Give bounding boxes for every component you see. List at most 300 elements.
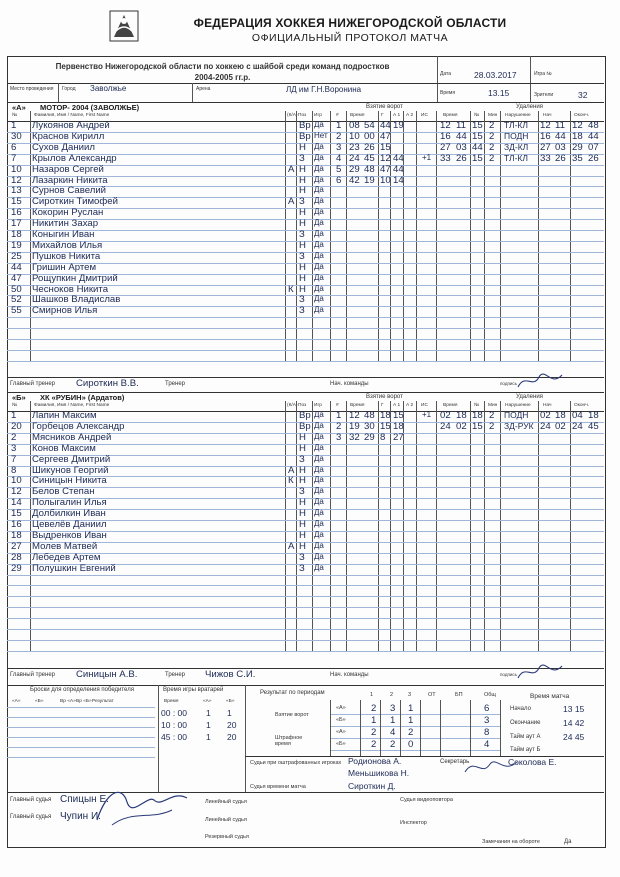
- player-name: Коныгин Иван: [32, 229, 95, 240]
- player-name: Лазаркин Никита: [32, 174, 108, 186]
- penalty-end-min: 29: [572, 141, 583, 153]
- goal-second: 26: [364, 141, 375, 153]
- timeout-b-label: Тайм аут Б: [510, 747, 541, 753]
- shootout-col: «А»: [12, 699, 21, 704]
- penalty-end-min: 35: [572, 152, 583, 164]
- res-total: 3: [484, 715, 490, 726]
- penalty-minute: 33: [440, 152, 451, 164]
- coach-main-value: Синицын А.В.: [76, 669, 138, 680]
- goal-second: 48: [364, 163, 375, 175]
- goal-second: 19: [364, 174, 375, 186]
- player-played: Да: [314, 519, 324, 528]
- line-ref-label-2: Линейный судья: [205, 817, 247, 823]
- player-name: Краснов Кирилл: [32, 130, 105, 142]
- signature-secretary-icon: [462, 752, 522, 780]
- player-played: Да: [314, 305, 324, 315]
- res-p2: 2: [390, 739, 396, 750]
- period-col: 2: [390, 692, 394, 698]
- player-position: З: [299, 294, 305, 306]
- res-team: «А»: [336, 705, 346, 711]
- player-number: 55: [11, 305, 22, 317]
- player-position: Вр: [299, 410, 311, 421]
- judge-pen-value: Родионова А.: [348, 756, 402, 766]
- penalty-start-min: 16: [540, 130, 551, 142]
- col-header-g_no: #: [336, 403, 339, 408]
- player-number: 44: [11, 261, 22, 273]
- goal-scorer: 47: [380, 163, 391, 175]
- col-header-g_no: #: [336, 113, 339, 118]
- player-name: Сироткин Тимофей: [32, 196, 118, 208]
- player-name: Цевелёв Даниил: [32, 519, 107, 530]
- res-p1: 1: [371, 715, 377, 726]
- penalties-header: Удаления: [516, 394, 543, 400]
- goal-minute: 19: [349, 420, 360, 432]
- col-header-col_play: Игр: [314, 403, 322, 408]
- col-header-p_end: Оконч.: [574, 403, 590, 408]
- player-name: Полушкин Евгений: [32, 562, 116, 574]
- player-captain: А: [288, 540, 295, 552]
- video-ref-label: Судья видеоповтора: [400, 797, 453, 803]
- federation-title: ФЕДЕРАЦИЯ ХОККЕЯ НИЖЕГОРОДСКОЙ ОБЛАСТИ: [193, 16, 507, 30]
- team-name: МОТОР- 2004 (ЗАВОЛЖЬЕ): [40, 103, 140, 112]
- goal-minute: 08: [349, 120, 360, 131]
- coach-label: Тренер: [165, 672, 185, 678]
- penalty-minute: 12: [440, 120, 451, 131]
- end-label: Окончание: [510, 720, 541, 726]
- col-header-g_g: Г: [381, 113, 384, 118]
- gk-a: 1: [206, 708, 211, 718]
- player-played: Да: [314, 442, 324, 452]
- player-number: 12: [11, 486, 22, 498]
- player-number: 6: [11, 141, 17, 153]
- player-name: Сухов Даниил: [32, 141, 95, 153]
- main-ref-2: Чупин И.: [60, 811, 101, 822]
- penalty-player: 15: [472, 130, 483, 142]
- col-header-p_start: Нач: [543, 403, 552, 408]
- col-header-p_no: №: [474, 113, 480, 118]
- player-position: З: [299, 562, 305, 574]
- goal-number: 2: [336, 420, 342, 432]
- penalty-second: 03: [456, 141, 467, 153]
- goal-assist1: 14: [393, 174, 404, 186]
- penalty-second: 02: [456, 420, 467, 432]
- player-name: Конов Максим: [32, 442, 96, 454]
- player-number: 1: [11, 410, 17, 421]
- player-position: Н: [299, 174, 306, 186]
- player-number: 15: [11, 196, 22, 208]
- goal-number: 1: [336, 410, 342, 421]
- player-number: 16: [11, 519, 22, 530]
- penalty-start-sec: 18: [555, 410, 566, 421]
- player-played: Да: [314, 207, 324, 217]
- player-number: 19: [11, 239, 22, 251]
- penalty-end-sec: 07: [588, 141, 599, 153]
- goal-number: 2: [336, 130, 342, 142]
- goal-assist1: 44: [393, 163, 404, 175]
- col-header-g_time: Время: [350, 113, 365, 118]
- player-number: 17: [11, 218, 22, 230]
- player-position: З: [299, 453, 305, 465]
- player-played: Да: [314, 497, 324, 507]
- goal-minute: 42: [349, 174, 360, 186]
- player-played: Да: [314, 294, 324, 304]
- goal-minute: 32: [349, 431, 360, 443]
- date-label: Дата: [440, 71, 452, 77]
- penalty-infraction: ЗД-КЛ: [504, 141, 529, 152]
- gk-time: 00 : 00: [161, 708, 187, 718]
- player-played: Да: [314, 185, 324, 195]
- player-position: З: [299, 486, 305, 498]
- col-header-col_name: Фамилия, Имя / Name, First Name: [34, 403, 110, 408]
- goal-second: 54: [364, 120, 375, 131]
- player-position: Н: [299, 218, 306, 230]
- res-p1: 2: [371, 739, 377, 750]
- player-name: Выдренков Иван: [32, 529, 107, 541]
- player-position: Н: [299, 283, 306, 295]
- goal-scorer: 44: [380, 120, 391, 131]
- goals-summary-label: Взятие ворот: [275, 712, 309, 718]
- goal-second: 45: [364, 152, 375, 164]
- player-position: Вр: [299, 120, 311, 131]
- penalty-minute: 24: [440, 420, 451, 432]
- goal-assist1: 19: [393, 120, 404, 131]
- player-position: Н: [299, 239, 306, 251]
- goal-minute: 24: [349, 152, 360, 164]
- player-played: Да: [314, 239, 324, 249]
- penalty-end-min: 04: [572, 410, 583, 421]
- main-ref-label-2: Главный судья: [10, 814, 52, 820]
- col-header-p_infr: Нарушение: [505, 113, 531, 118]
- signature-label: подпись: [500, 381, 518, 386]
- player-played: Да: [314, 464, 324, 474]
- gk-time-label: Время игры вратарей: [163, 687, 224, 693]
- goal-assist1: 44: [393, 152, 404, 164]
- player-name: Лебедев Артем: [32, 551, 101, 563]
- res-p2: 3: [390, 703, 396, 714]
- col-header-col_pos: Поз: [298, 113, 307, 118]
- coach-main-value: Сироткин В.В.: [76, 378, 139, 389]
- coach-main-label: Главный тренер: [10, 381, 55, 387]
- player-name: Шашков Владислав: [32, 294, 121, 306]
- player-number: 47: [11, 272, 22, 284]
- city-label: Город: [62, 86, 76, 92]
- penalty-end-sec: 45: [588, 420, 599, 432]
- penalty-minute: 02: [440, 410, 451, 421]
- player-played: Да: [314, 410, 324, 419]
- goal-scorer: 18: [380, 410, 391, 421]
- penalty-start-sec: 02: [555, 420, 566, 432]
- time-judge-value: Сироткин Д.: [348, 781, 396, 791]
- penalty-start-sec: 11: [555, 120, 565, 131]
- player-name: Пушков Никита: [32, 250, 101, 262]
- goal-number: 6: [336, 174, 342, 186]
- player-number: 20: [11, 420, 22, 432]
- championship-line1: Первенство Нижегородской области по хоккею с шайбой среди команд подростков: [55, 62, 390, 71]
- col-header-col_ka: (К/А): [287, 403, 298, 408]
- end-value: 14 42: [563, 718, 585, 728]
- goal-scorer: 8: [380, 431, 386, 443]
- player-name: Полыгалин Илья: [32, 497, 107, 509]
- player-number: 10: [11, 475, 22, 487]
- team-rep-label: Нач. команды: [330, 381, 369, 387]
- player-number: 1: [11, 120, 17, 131]
- player-name: Лапин Максим: [32, 410, 97, 421]
- penalty-start-min: 24: [540, 420, 551, 432]
- res-team: «Б»: [336, 717, 346, 723]
- penalty-start-sec: 26: [555, 152, 566, 164]
- goal-assist1: 15: [393, 410, 404, 421]
- goal-number: 3: [336, 141, 342, 153]
- res-p3: 0: [408, 739, 414, 750]
- player-number: 7: [11, 152, 17, 164]
- penalty-infraction: ТЛ-КЛ: [504, 120, 528, 130]
- player-position: З: [299, 551, 305, 563]
- goal-number: 5: [336, 163, 342, 175]
- start-value: 13 15: [563, 704, 585, 714]
- player-played: Да: [314, 475, 324, 485]
- player-position: Н: [299, 141, 306, 153]
- player-played: Да: [314, 163, 324, 173]
- player-position: Н: [299, 261, 306, 273]
- judges-pen-label: Судьи при оштрафованных игроках: [250, 760, 342, 766]
- col-header-p_time: Время: [443, 113, 458, 118]
- penalty-player: 44: [472, 141, 483, 153]
- penalty-minutes: 2: [489, 120, 495, 131]
- team-rep-label: Нач. команды: [330, 672, 369, 678]
- col-header-col_pos: Поз: [298, 403, 307, 408]
- player-played: Да: [314, 218, 324, 228]
- main-ref-1: Спицын Е.: [60, 794, 109, 805]
- start-label: Начало: [510, 706, 531, 712]
- player-captain: А: [288, 163, 295, 175]
- gk-time: 45 : 00: [161, 732, 187, 742]
- col-header-col_no: №: [12, 403, 18, 408]
- shootout-col: «Б»: [35, 699, 44, 704]
- protocol-title: ОФИЦИАЛЬНЫЙ ПРОТОКОЛ МАТЧА: [251, 32, 449, 44]
- player-played: Да: [314, 562, 324, 572]
- championship-line2: 2004-2005 гг.р.: [194, 73, 251, 82]
- res-p1: 2: [371, 727, 377, 738]
- player-name: Гришин Артем: [32, 261, 97, 273]
- penalties-header: Удаления: [516, 104, 543, 110]
- coach-signature-icon: [515, 369, 565, 391]
- col-header-g_g: Г: [381, 403, 384, 408]
- penalty-minutes: 2: [489, 420, 495, 432]
- goal-minute: 29: [349, 163, 360, 175]
- player-position: Вр: [299, 130, 311, 142]
- gk-b: 20: [227, 720, 237, 730]
- penalty-second: 11: [456, 120, 466, 131]
- penalty-end-sec: 18: [588, 410, 599, 421]
- judge-pen-value-2: Меньшикова Н.: [348, 768, 410, 778]
- col-header-g_time: Время: [350, 403, 365, 408]
- player-number: 25: [11, 250, 22, 262]
- player-played: Да: [314, 486, 324, 496]
- penalty-end-sec: 26: [588, 152, 599, 164]
- res-p3: 2: [408, 727, 414, 738]
- player-position: Н: [299, 442, 306, 454]
- reserve-ref-label: Резервный судья: [205, 834, 249, 840]
- player-name: Смирнов Илья: [32, 305, 98, 317]
- period-col: 3: [408, 692, 412, 698]
- col-header-p_min: Мин: [488, 113, 498, 118]
- player-name: Никитин Захар: [32, 218, 99, 230]
- secretary-label: Секретарь: [440, 759, 470, 765]
- player-played: Да: [314, 174, 324, 184]
- penalty-minute: 16: [440, 130, 451, 142]
- player-played: Нет: [314, 130, 328, 140]
- col-header-col_no: №: [12, 113, 18, 118]
- col-header-col_name: Фамилия, Имя / Name, First Name: [34, 113, 110, 118]
- penalty-minutes: 2: [489, 410, 495, 421]
- penalty-infraction: ПОДН: [504, 130, 529, 141]
- game-no-label: Игра №: [534, 71, 552, 77]
- player-name: Долбилкин Иван: [32, 508, 106, 520]
- goal-number: 3: [336, 431, 342, 443]
- penalty-end-min: 24: [572, 420, 583, 432]
- coach-main-label: Главный тренер: [10, 672, 55, 678]
- player-played: Да: [314, 141, 324, 151]
- player-played: Да: [314, 420, 324, 430]
- penalty-start-min: 33: [540, 152, 551, 164]
- res-p1: 2: [371, 703, 377, 714]
- player-number: 12: [11, 174, 22, 186]
- penalty-minute: 27: [440, 141, 451, 153]
- col-header-p_infr: Нарушение: [505, 403, 531, 408]
- arena-value: ЛД им Г.Н.Воронина: [286, 85, 362, 94]
- player-position: Н: [299, 540, 306, 552]
- signature-label: подпись: [500, 672, 518, 677]
- period-col: 1: [370, 692, 374, 698]
- player-played: Да: [314, 508, 324, 518]
- gk-col: «Б»: [226, 699, 235, 704]
- player-captain: К: [288, 283, 294, 295]
- player-name: Рощупкин Дмитрий: [32, 272, 118, 284]
- goal-scorer: 47: [380, 130, 391, 142]
- penalty-start-min: 02: [540, 410, 551, 421]
- res-p3: 1: [408, 715, 414, 726]
- player-number: 14: [11, 497, 22, 509]
- player-captain: А: [288, 464, 295, 476]
- player-played: Да: [314, 551, 324, 561]
- goal-assist1: 27: [393, 431, 404, 443]
- line-ref-label-1: Линейный судья: [205, 799, 247, 805]
- match-time-label: Время матча: [530, 693, 570, 700]
- col-header-g_a2: А 2: [406, 403, 414, 408]
- goal-scorer: 15: [380, 141, 391, 153]
- player-number: 13: [11, 185, 22, 197]
- player-position: Н: [299, 508, 306, 520]
- player-number: 7: [11, 453, 17, 465]
- goals-header: Взятие ворот: [366, 104, 403, 110]
- gk-a: 1: [206, 720, 211, 730]
- penalty-minutes: 2: [489, 152, 495, 164]
- player-number: 10: [11, 163, 22, 175]
- player-position: Н: [299, 475, 306, 487]
- col-header-p_end: Оконч.: [574, 113, 590, 118]
- penalty-player: 18: [472, 410, 483, 421]
- penalty-end-min: 18: [572, 130, 583, 142]
- main-ref-label: Главный судья: [10, 797, 52, 803]
- player-name: Кокорин Руслан: [32, 207, 104, 219]
- player-played: Да: [314, 152, 324, 162]
- city-value: Заволжье: [90, 84, 127, 93]
- goal-minute: 12: [349, 410, 360, 421]
- player-position: Н: [299, 272, 306, 284]
- player-position: З: [299, 305, 305, 317]
- player-number: 8: [11, 464, 17, 476]
- res-p3: 1: [408, 703, 414, 714]
- player-captain: К: [288, 475, 294, 487]
- gk-col: Время: [164, 699, 179, 704]
- notes-label: Замечания на обороте: [482, 839, 540, 845]
- coach-label: Тренер: [165, 381, 185, 387]
- penalty-start-sec: 44: [555, 130, 566, 142]
- res-team: «Б»: [336, 741, 346, 747]
- res-total: 6: [484, 703, 490, 714]
- penalty-infraction: ПОДН: [504, 410, 529, 420]
- player-number: 18: [11, 229, 22, 240]
- player-played: Да: [314, 272, 324, 282]
- player-position: Н: [299, 529, 306, 541]
- player-position: Н: [299, 207, 306, 219]
- player-name: Сергеев Дмитрий: [32, 453, 111, 465]
- time-judge-label: Судья времени матча: [250, 784, 306, 790]
- player-number: 28: [11, 551, 22, 563]
- player-number: 15: [11, 508, 22, 520]
- col-header-g_a1: А 1: [393, 403, 401, 408]
- res-p2: 4: [390, 727, 396, 738]
- shootout-col: Результат: [92, 699, 114, 704]
- goal-second: 30: [364, 420, 375, 432]
- player-name: Белов Степан: [32, 486, 95, 498]
- player-played: Да: [314, 250, 324, 260]
- player-position: Н: [299, 519, 306, 530]
- player-name: Горбецов Александр: [32, 420, 125, 432]
- player-position: Н: [299, 464, 306, 476]
- period-col: Общ: [484, 692, 496, 698]
- col-header-p_start: Нач: [543, 113, 552, 118]
- goal-scorer: 10: [380, 174, 391, 186]
- team-label: «А»: [12, 103, 26, 112]
- date-value: 28.03.2017: [474, 70, 517, 80]
- player-played: Да: [314, 529, 324, 539]
- penalty-second: 18: [456, 410, 467, 421]
- player-played: Да: [314, 540, 324, 550]
- gk-col: «А»: [203, 699, 212, 704]
- coach-signature-icon: [515, 660, 565, 682]
- player-name: Мясников Андрей: [32, 431, 112, 443]
- team-label: «Б»: [12, 393, 26, 402]
- player-number: 16: [11, 207, 22, 219]
- secretary-value: Соколова Е.: [508, 757, 557, 767]
- col-header-p_time: Время: [443, 403, 458, 408]
- col-header-col_play: Игр: [314, 113, 322, 118]
- col-header-g_is: ИС: [421, 403, 428, 408]
- period-col: ОТ: [428, 692, 436, 698]
- penalty-player: 15: [472, 120, 483, 131]
- player-position: З: [299, 229, 305, 240]
- penalty-infraction: ЗД-РУК: [504, 420, 534, 431]
- player-number: 30: [11, 130, 22, 142]
- timeout-a-label: Тайм аут А: [510, 734, 541, 740]
- col-header-p_min: Мин: [488, 403, 498, 408]
- player-played: Да: [314, 229, 324, 238]
- goal-minute: 10: [349, 130, 360, 142]
- player-position: Н: [299, 185, 306, 197]
- goal-scorer: 12: [380, 152, 391, 164]
- player-position: Вр: [299, 420, 311, 432]
